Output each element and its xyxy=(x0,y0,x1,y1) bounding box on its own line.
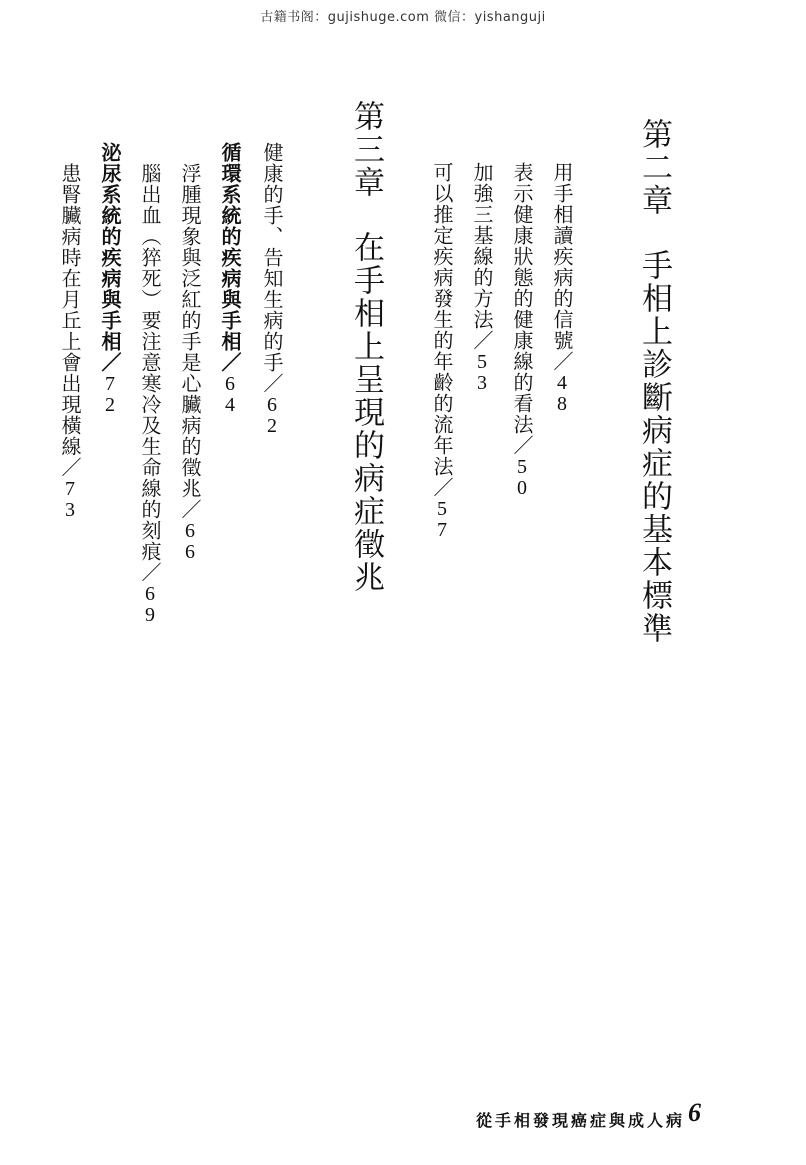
toc-entry-text: 患腎臟病時在月丘上會出現橫線／ xyxy=(58,163,82,478)
page-number: 6 xyxy=(688,1098,701,1127)
toc-entry[interactable] xyxy=(176,163,205,562)
toc-section-text: 泌尿系統的疾病與手相／ xyxy=(98,142,122,373)
toc-entry[interactable] xyxy=(548,162,577,414)
toc-entry[interactable] xyxy=(258,142,287,436)
toc-entry-page: 66 xyxy=(179,520,201,562)
chapter-3-number: 第三章 xyxy=(348,100,384,199)
toc-entry-text: 浮腫現象與泛紅的手是心臟病的徵兆／ xyxy=(178,163,202,520)
chapter-2-title: 手相上診斷病症的基本標準 xyxy=(636,249,672,645)
toc-entry-text: 表示健康狀態的健康線的看法／ xyxy=(510,162,534,456)
toc-entry[interactable] xyxy=(468,162,497,393)
toc-section[interactable] xyxy=(96,142,125,415)
toc-entry-text: 可以推定疾病發生的年齡的流年法／ xyxy=(430,162,454,498)
toc-section[interactable] xyxy=(216,142,245,415)
toc-entry[interactable] xyxy=(508,162,537,498)
toc-entry-text: 加強三基線的方法／ xyxy=(470,162,494,351)
toc-entry-text: 用手相讀疾病的信號／ xyxy=(550,162,574,372)
chapter-2-number: 第二章 xyxy=(636,118,672,217)
toc-entry-page: 50 xyxy=(511,456,533,498)
book-title-footer: 從手相發現癌症與成人病 xyxy=(476,1111,686,1130)
chapter-3-heading xyxy=(344,100,389,594)
toc-entry[interactable] xyxy=(56,163,85,520)
toc-entry-text: 腦出血（猝死）要注意寒冷及生命線的刻痕／ xyxy=(138,163,162,583)
toc-entry-page: 53 xyxy=(471,351,493,393)
toc-section-text: 循環系統的疾病與手相／ xyxy=(218,142,242,373)
toc-entry-page: 62 xyxy=(261,394,283,436)
chapter-3-title: 在手相上呈現的病症徵兆 xyxy=(348,231,384,594)
chapter-2-heading xyxy=(632,118,677,645)
toc-entry-page: 48 xyxy=(551,372,573,414)
toc-entry-page: 73 xyxy=(59,478,81,520)
toc-entry-text: 健康的手、告知生病的手／ xyxy=(260,142,284,394)
toc-entry[interactable] xyxy=(428,162,457,540)
toc-section-page: 64 xyxy=(219,373,241,415)
watermark-header: 古籍书阁：gujishuge.com 微信：yishanguji xyxy=(260,10,546,25)
toc-entry[interactable] xyxy=(136,163,165,625)
toc-section-page: 72 xyxy=(99,373,121,415)
toc-entry-page: 57 xyxy=(431,498,453,540)
toc-entry-page: 69 xyxy=(139,583,161,625)
